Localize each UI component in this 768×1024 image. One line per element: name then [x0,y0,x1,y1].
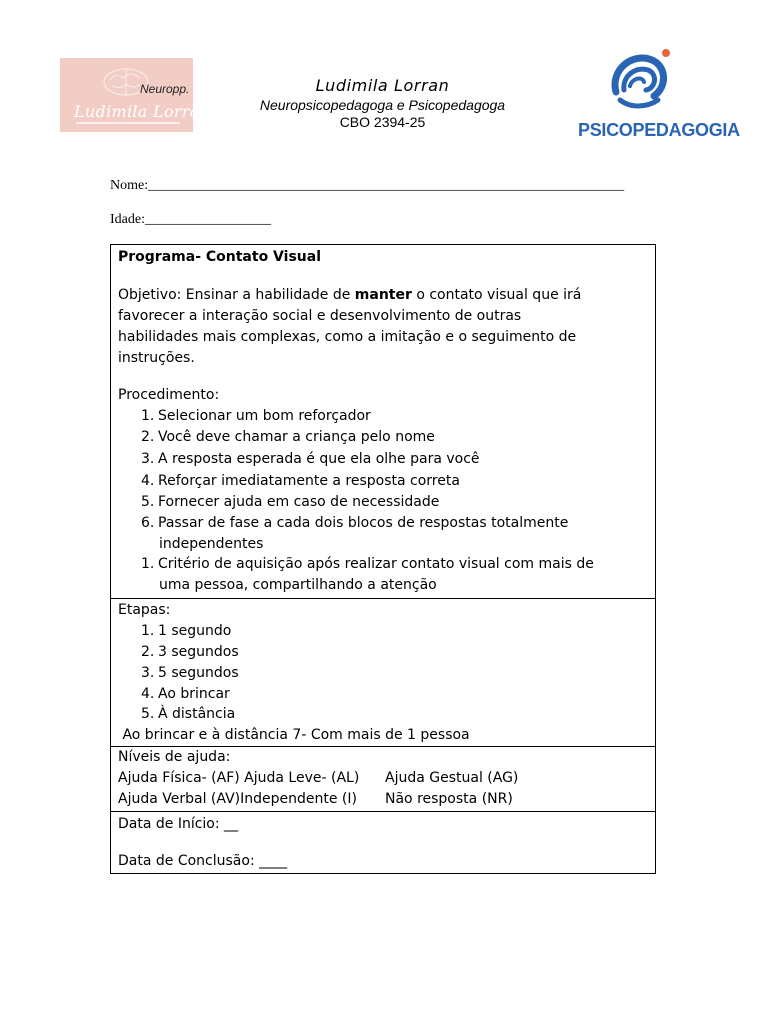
help-levels-row1-a: Ajuda Física- (AF) Ajuda Leve- (AL) [118,770,360,786]
stage-item-num: 2. [141,644,155,660]
procedure-item [141,513,568,555]
procedure-item-text: A resposta esperada é que ela olhe para você [158,451,480,467]
name-field[interactable]: Nome:____________________________________________________________________ [110,178,625,193]
objective-bold-word: manter [354,287,412,303]
objective-line-2: favorecer a interação social e desenvolvimento de outras [118,308,522,324]
objective-line-3: habilidades mais complexas, como a imitação e o seguimento de [118,329,577,345]
procedure-item-text: Selecionar um bom reforçador [158,408,371,424]
help-levels-row2-a: Ajuda Verbal (AV)Independente (I) [118,791,357,807]
procedure-item-continuation: uma pessoa, compartilhando a atenção [159,577,437,593]
start-date-label: Data de Início: [118,816,220,832]
stage-item [141,663,239,684]
end-date-label: Data de Conclusão: [118,853,255,869]
procedure-item-text: Passar de fase a cada dois blocos de respostas totalmente [158,515,569,531]
dates-section [110,811,656,874]
header-title: Neuropsicopedagoga e Psicopedagoga [259,97,506,113]
procedure-item-num: 2. [141,429,155,445]
stage-item-num: 5. [141,706,155,722]
logo-left-script-name: Ludimila Lorran [74,102,211,121]
header-cbo: CBO 2394-25 [339,114,426,130]
procedure-item [141,471,460,492]
logo-right-brand: PSICOPEDAGOGIA [578,120,740,140]
stage-item-text: 3 segundos [158,644,239,660]
stage-item [141,684,230,705]
procedure-item-text: Reforçar imediatamente a resposta correta [158,473,460,489]
objective-suffix: o contato visual que irá [411,287,582,303]
procedure-item [141,492,439,513]
spiral-logo-icon [608,46,674,116]
objective-line-4: instruções. [118,350,195,366]
start-date [118,814,238,835]
stage-item [141,642,239,663]
stages-section [110,598,656,747]
stage-item-num: 1. [141,623,155,639]
procedure-label: Procedimento: [118,387,220,403]
procedure-item-text: Fornecer ajuda em caso de necessidade [158,494,440,510]
stages-footer: Ao brincar e à distância 7- Com mais de 1 pessoa [118,727,470,743]
stage-item [141,704,235,725]
logo-psicopedagogia [578,46,740,146]
help-levels-row2-b: Não resposta (NR) [385,791,513,807]
help-levels-label: Níveis de ajuda: [118,749,231,765]
procedure-item-num: 5. [141,494,155,510]
procedure-item-num: 1. [141,408,155,424]
stage-item-text: Ao brincar [158,686,230,702]
logo-left-brand: Neuropp. [140,82,190,96]
logo-left-tagline-bar [76,122,180,124]
procedure-item [141,427,435,448]
procedure-item [141,406,371,427]
procedure-item-text: Critério de aquisição após realizar contato visual com mais de [158,556,594,572]
procedure-item-num: 6. [141,515,155,531]
help-levels-section [110,746,656,812]
program-title: Programa- Contato Visual [118,249,321,265]
procedure-item-num: 1. [141,556,155,572]
procedure-item-num: 4. [141,473,155,489]
program-section [110,244,656,599]
logo-ludimila-lorran [60,58,211,132]
stage-item [141,621,231,642]
stage-item-text: 5 segundos [158,665,239,681]
objective-line-1 [118,285,581,306]
stage-item-num: 4. [141,686,155,702]
header-name: Ludimila Lorran [315,76,450,95]
procedure-item [141,449,480,470]
procedure-item-num: 3. [141,451,155,467]
procedure-item [141,554,594,596]
age-field[interactable]: Idade:__________________ [110,212,271,227]
stages-label: Etapas: [118,602,171,618]
stage-item-text: À distância [158,706,236,722]
help-levels-row1-b: Ajuda Gestual (AG) [385,770,519,786]
objective-prefix: Objetivo: Ensinar a habilidade de [118,287,355,303]
start-date-field[interactable]: __ [224,816,239,832]
procedure-item-continuation: independentes [159,536,264,552]
procedure-item-text: Você deve chamar a criança pelo nome [158,429,435,445]
end-date [118,851,287,872]
stage-item-num: 3. [141,665,155,681]
end-date-field[interactable]: ____ [259,853,288,869]
stage-item-text: 1 segundo [158,623,232,639]
